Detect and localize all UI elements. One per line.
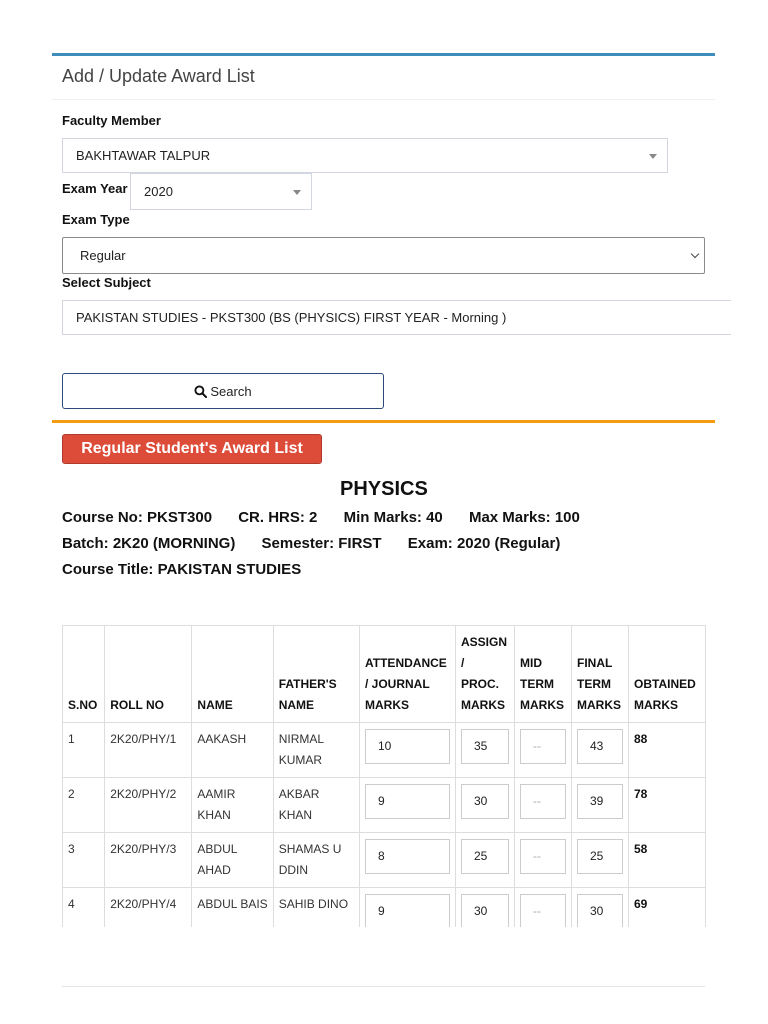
col-final-term-line: MARKS <box>577 698 621 712</box>
col-father-name-line: NAME <box>278 698 315 712</box>
cell-roll-no: 2K20/PHY/2 <box>105 778 192 833</box>
cell-attendance <box>360 778 456 833</box>
cell-assign <box>456 833 515 888</box>
col-assign <box>456 626 515 723</box>
search-button-label: Search <box>210 383 252 399</box>
cell-father-name: SHAMAS U DDIN <box>273 833 359 888</box>
cell-assign <box>456 723 515 778</box>
cell-name: ABDUL AHAD <box>192 833 273 888</box>
attendance-input[interactable]: 9 <box>365 784 450 819</box>
award-table <box>62 625 706 927</box>
cell-mid-term <box>515 833 572 888</box>
cell-attendance <box>360 723 456 778</box>
assign-input[interactable]: 35 <box>461 729 509 764</box>
col-obtained-line: MARKS <box>634 698 678 712</box>
cell-mid-term <box>515 723 572 778</box>
col-attendance <box>360 626 456 723</box>
col-assign-line: / <box>461 656 465 670</box>
exam-year-select[interactable] <box>130 173 312 210</box>
table-row <box>63 723 706 778</box>
cell-father-name: SAHIB DINO <box>273 888 359 928</box>
subject-select[interactable] <box>62 300 731 335</box>
attendance-input[interactable]: 10 <box>365 729 450 764</box>
col-assign-line: PROC. <box>461 677 500 691</box>
cell-obtained: 58 <box>629 833 706 888</box>
award-list-panel-border <box>52 420 715 423</box>
col-father-name <box>273 626 359 723</box>
col-mid-term-line: TERM <box>520 677 554 691</box>
award-list-form-panel <box>52 53 715 416</box>
faculty-member-label: Faculty Member <box>62 113 161 128</box>
course-info-line-1 <box>62 509 580 526</box>
subject-value: PAKISTAN STUDIES - PKST300 (BS (PHYSICS) FIRST YEAR - Morning ) <box>76 310 507 325</box>
course-info-line-2 <box>62 535 560 552</box>
col-sno: S.NO <box>63 626 105 723</box>
mid-term-input[interactable]: -- <box>520 729 566 764</box>
search-icon <box>194 385 207 398</box>
award-list-badge: Regular Student's Award List <box>62 434 322 464</box>
exam-type-select[interactable] <box>62 237 705 274</box>
panel-title: Add / Update Award List <box>62 66 255 86</box>
col-final-term <box>572 626 629 723</box>
exam: Exam: 2020 (Regular) <box>407 535 561 552</box>
cell-final-term <box>572 833 629 888</box>
cell-attendance <box>360 833 456 888</box>
faculty-member-value: BAKHTAWAR TALPUR <box>76 148 211 163</box>
mid-term-input[interactable]: -- <box>520 894 566 927</box>
cell-final-term <box>572 888 629 928</box>
col-mid-term-line: MID <box>520 656 542 670</box>
cell-father-name: NIRMAL KUMAR <box>273 723 359 778</box>
col-assign-line: MARKS <box>461 698 505 712</box>
course-title: Course Title: PAKISTAN STUDIES <box>62 561 302 578</box>
col-father-name-line: FATHER'S <box>278 677 337 691</box>
cell-roll-no: 2K20/PHY/4 <box>105 888 192 928</box>
cell-final-term <box>572 723 629 778</box>
select-subject-label: Select Subject <box>62 275 151 290</box>
cell-sno: 4 <box>63 888 105 928</box>
chevron-down-icon <box>691 250 699 258</box>
exam-year-value: 2020 <box>144 184 173 199</box>
col-obtained-line: OBTAINED <box>634 677 696 691</box>
cell-name: AAKASH <box>192 723 273 778</box>
col-mid-term <box>515 626 572 723</box>
cell-obtained: 78 <box>629 778 706 833</box>
cell-roll-no: 2K20/PHY/3 <box>105 833 192 888</box>
col-attendance-line: / JOURNAL <box>365 677 430 691</box>
caret-down-icon <box>649 154 657 159</box>
cell-father-name: AKBAR KHAN <box>273 778 359 833</box>
cell-sno: 2 <box>63 778 105 833</box>
final-term-input[interactable]: 43 <box>577 729 623 764</box>
col-name: NAME <box>192 626 273 723</box>
cell-name: AAMIR KHAN <box>192 778 273 833</box>
assign-input[interactable]: 30 <box>461 784 509 819</box>
cr-hrs: CR. HRS: 2 <box>238 509 318 526</box>
table-row <box>63 833 706 888</box>
exam-type-label: Exam Type <box>62 212 130 227</box>
mid-term-input[interactable]: -- <box>520 784 566 819</box>
panel-title-divider <box>52 99 715 100</box>
col-mid-term-line: MARKS <box>520 698 564 712</box>
semester: Semester: FIRST <box>261 535 382 552</box>
cell-roll-no: 2K20/PHY/1 <box>105 723 192 778</box>
cell-assign <box>456 778 515 833</box>
mid-term-input[interactable]: -- <box>520 839 566 874</box>
department-title: PHYSICS <box>340 478 428 500</box>
cell-mid-term <box>515 888 572 928</box>
exam-type-value: Regular <box>80 248 126 263</box>
assign-input[interactable]: 30 <box>461 894 509 927</box>
col-roll-no: ROLL NO <box>105 626 192 723</box>
cell-obtained: 88 <box>629 723 706 778</box>
batch: Batch: 2K20 (MORNING) <box>62 535 236 552</box>
attendance-input[interactable]: 9 <box>365 894 450 927</box>
max-marks: Max Marks: 100 <box>468 509 580 526</box>
col-obtained <box>629 626 706 723</box>
col-attendance-line: ATTENDANCE <box>365 656 447 670</box>
course-no: Course No: PKST300 <box>62 509 213 526</box>
faculty-member-select[interactable] <box>62 138 668 173</box>
col-attendance-line: MARKS <box>365 698 409 712</box>
cell-assign <box>456 888 515 928</box>
assign-input[interactable]: 25 <box>461 839 509 874</box>
exam-year-label: Exam Year <box>62 181 128 196</box>
caret-down-icon <box>293 190 301 195</box>
footer-divider <box>62 986 705 987</box>
col-assign-line: ASSIGN <box>461 635 508 649</box>
cell-sno: 3 <box>63 833 105 888</box>
final-term-input[interactable]: 39 <box>577 784 623 819</box>
cell-final-term <box>572 778 629 833</box>
final-term-input[interactable]: 25 <box>577 839 623 874</box>
search-button[interactable] <box>62 373 384 409</box>
cell-sno: 1 <box>63 723 105 778</box>
table-row <box>63 888 706 928</box>
col-final-term-line: FINAL <box>577 656 613 670</box>
cell-attendance <box>360 888 456 928</box>
attendance-input[interactable]: 8 <box>365 839 450 874</box>
min-marks: Min Marks: 40 <box>343 509 443 526</box>
col-final-term-line: TERM <box>577 677 611 691</box>
cell-name: ABDUL BAIS <box>192 888 273 928</box>
cell-mid-term <box>515 778 572 833</box>
final-term-input[interactable]: 30 <box>577 894 623 927</box>
table-row <box>63 778 706 833</box>
cell-obtained: 69 <box>629 888 706 928</box>
table-header-row <box>63 626 706 723</box>
award-table-container[interactable] <box>62 625 706 927</box>
